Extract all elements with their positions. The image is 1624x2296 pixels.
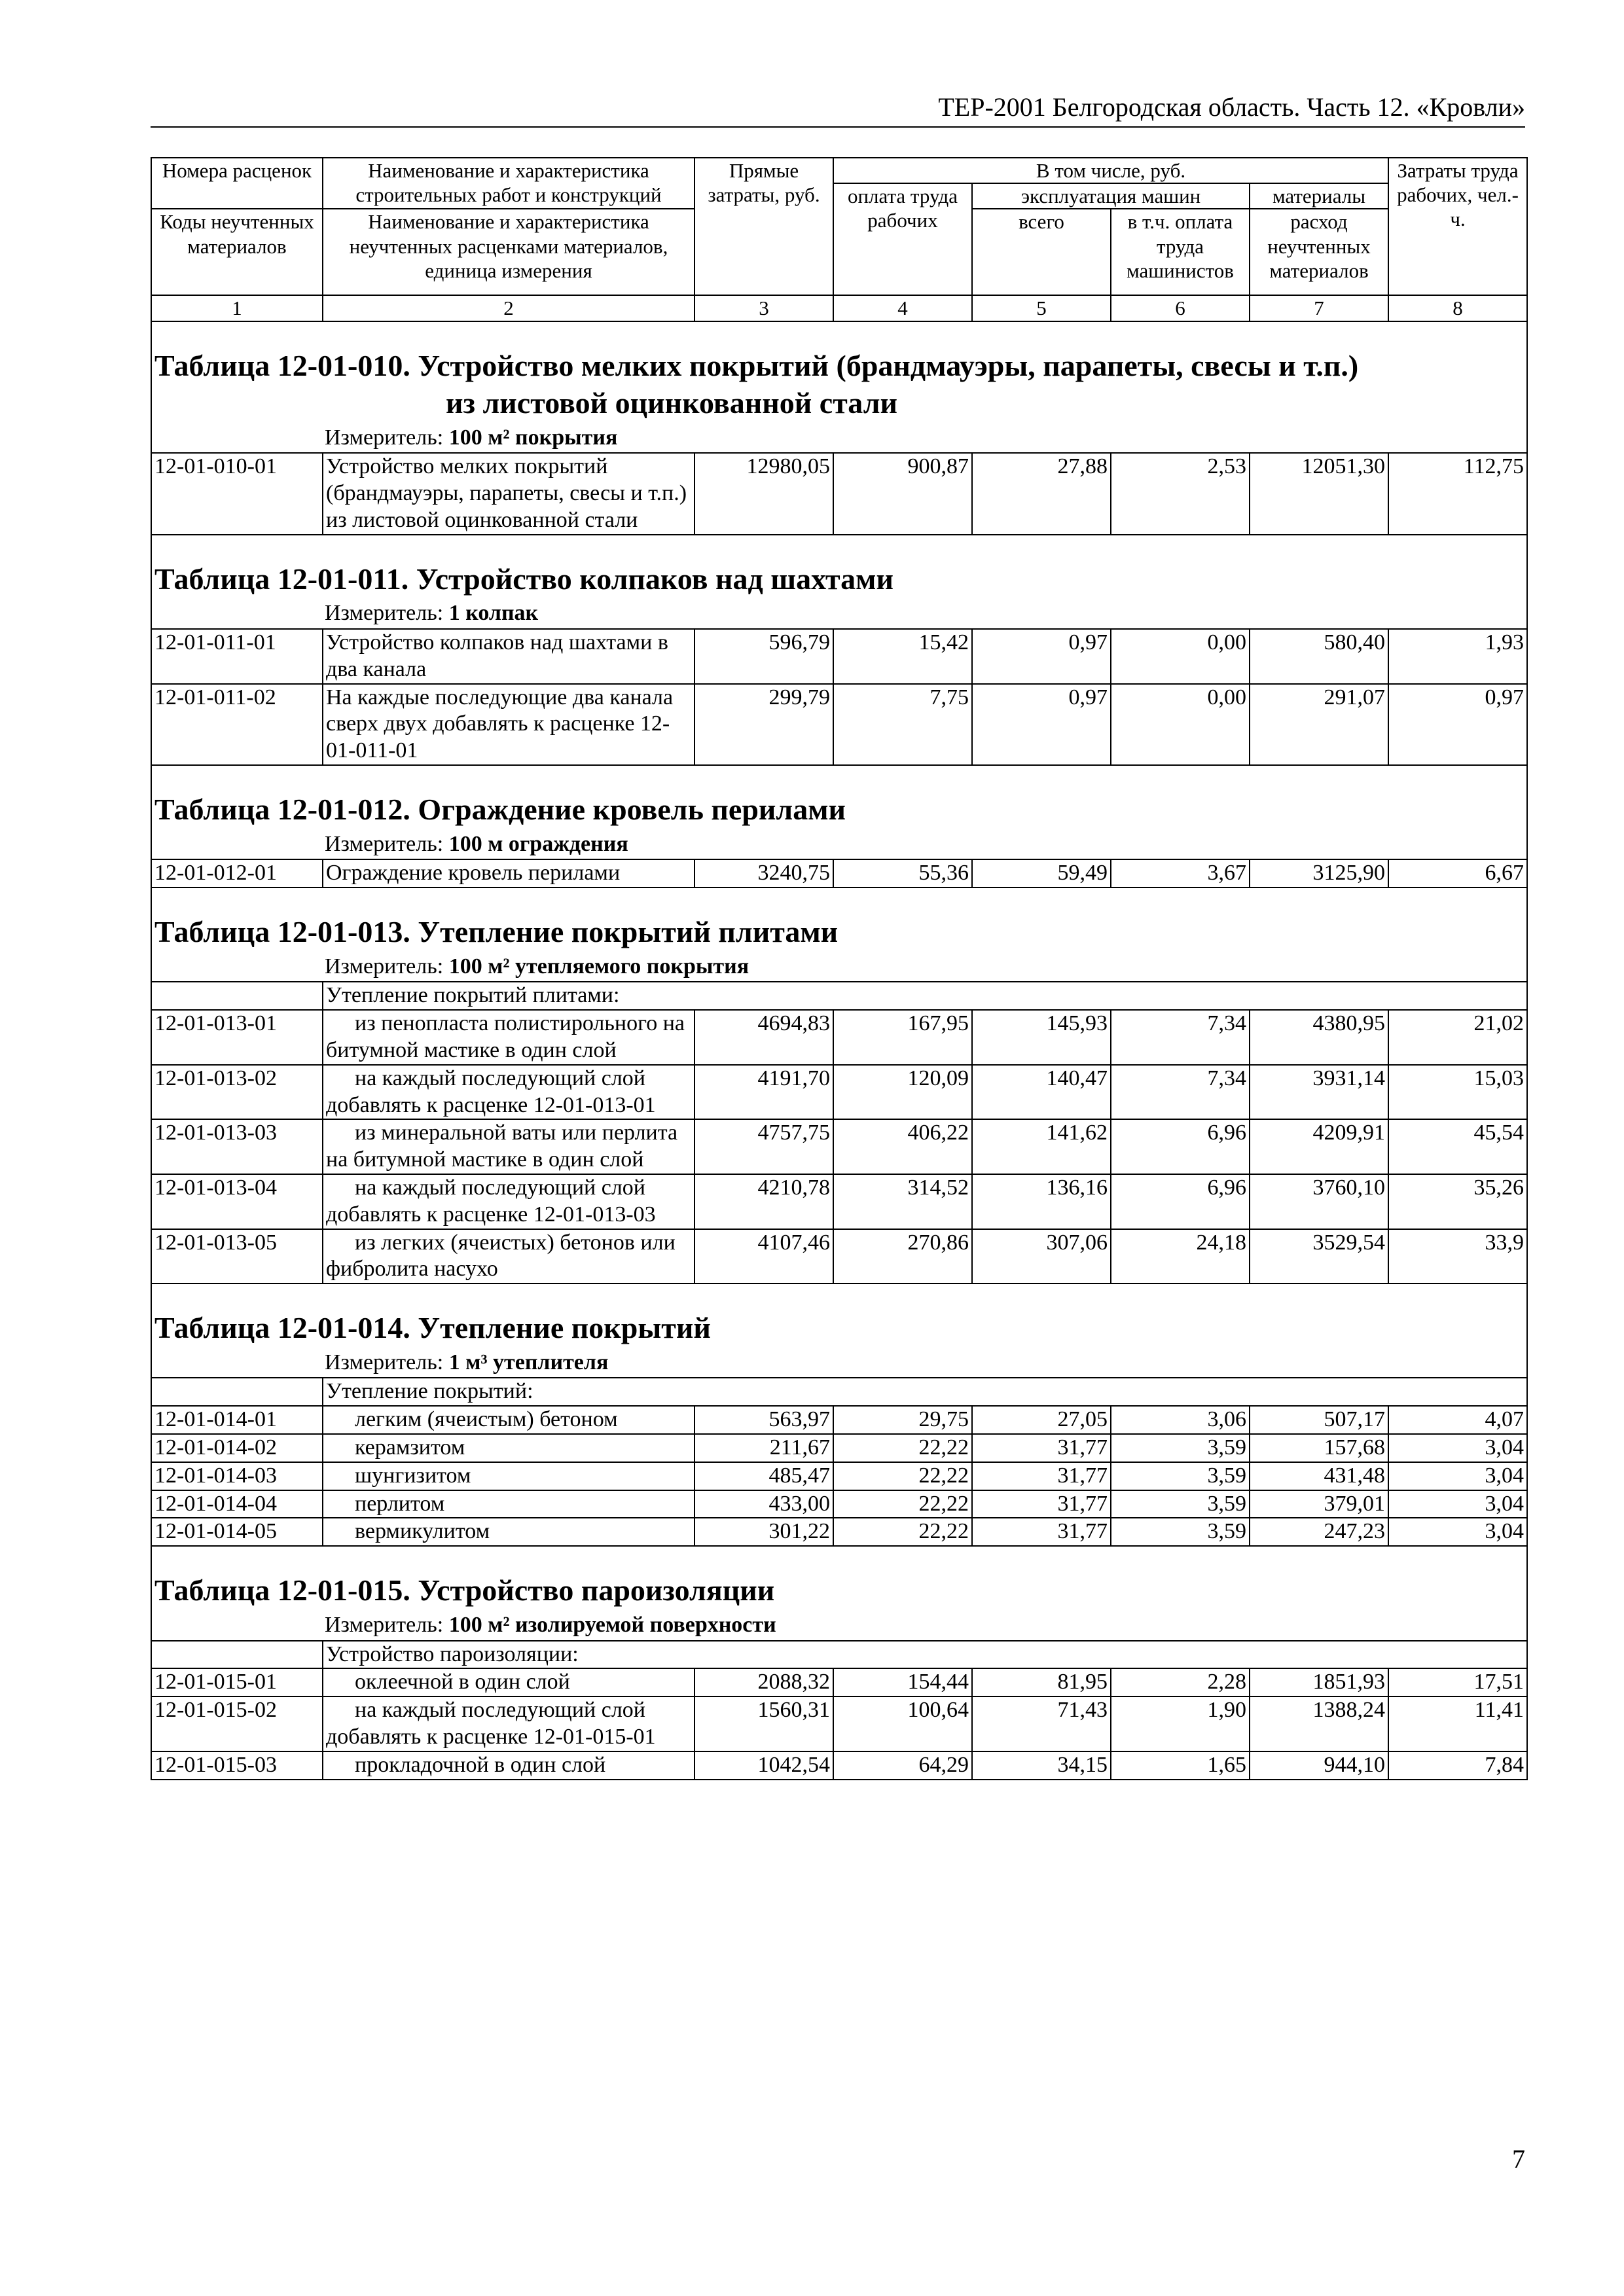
value-v5: 31,77	[972, 1518, 1111, 1546]
rate-code: 12-01-011-01	[151, 629, 323, 684]
value-v3: 1560,31	[695, 1696, 833, 1751]
section-title-line: Таблица 12-01-015. Устройство пароизоляции	[154, 1573, 775, 1607]
section-header-row	[151, 321, 1527, 454]
value-v7: 291,07	[1250, 684, 1388, 765]
value-v3: 3240,75	[695, 859, 833, 888]
value-v7: 3125,90	[1250, 859, 1388, 888]
value-v5: 27,88	[972, 453, 1111, 534]
value-v7: 1851,93	[1250, 1668, 1388, 1696]
value-v8: 3,04	[1388, 1490, 1527, 1518]
value-v5: 0,97	[972, 629, 1111, 684]
table-row	[151, 1065, 1527, 1120]
unit-label: Измеритель:	[325, 954, 444, 978]
col6-header: в т.ч. оплата труда машинистов	[1111, 209, 1250, 295]
section-header	[151, 321, 1527, 454]
col-number: 3	[695, 295, 833, 321]
rate-name	[323, 859, 695, 888]
value-v3: 563,97	[695, 1406, 833, 1434]
rate-name	[323, 1668, 695, 1696]
rate-name	[323, 1065, 695, 1120]
value-v4: 167,95	[833, 1010, 972, 1065]
value-v5: 71,43	[972, 1696, 1111, 1751]
table-row	[151, 1668, 1527, 1696]
page-number: 7	[1512, 2144, 1525, 2174]
value-v6: 3,59	[1111, 1462, 1250, 1490]
rate-code: 12-01-014-01	[151, 1406, 323, 1434]
value-v5: 31,77	[972, 1434, 1111, 1462]
unit-label: Измеритель:	[325, 601, 444, 626]
rate-code: 12-01-015-03	[151, 1751, 323, 1780]
value-v5: 140,47	[972, 1065, 1111, 1120]
value-v5: 81,95	[972, 1668, 1111, 1696]
section-unit	[325, 1612, 1524, 1640]
subhead-label: Устройство пароизоляции:	[323, 1641, 1527, 1669]
value-v7: 157,68	[1250, 1434, 1388, 1462]
rate-name-text: на каждый последующий слой добавлять к расценке 12-01-013-01	[326, 1066, 656, 1117]
value-v4: 29,75	[833, 1406, 972, 1434]
subhead-row	[151, 1641, 1527, 1669]
value-v5: 31,77	[972, 1462, 1111, 1490]
unit-label: Измеритель:	[325, 831, 444, 856]
value-v5: 145,93	[972, 1010, 1111, 1065]
section-header-row	[151, 535, 1527, 629]
rate-name	[323, 1490, 695, 1518]
rate-code: 12-01-011-02	[151, 684, 323, 765]
rate-name	[323, 1174, 695, 1229]
rate-code: 12-01-010-01	[151, 453, 323, 534]
table-row	[151, 453, 1527, 534]
value-v3: 2088,32	[695, 1668, 833, 1696]
rate-name-text: на каждый последующий слой добавлять к расценке 12-01-013-03	[326, 1175, 656, 1227]
rate-name	[323, 453, 695, 534]
value-v3: 12980,05	[695, 453, 833, 534]
value-v6: 1,90	[1111, 1696, 1250, 1751]
rates-table	[151, 157, 1528, 1780]
page-header: ТЕР-2001 Белгородская область. Часть 12. «Кровли»	[151, 92, 1525, 128]
rate-name-text: из пенопласта полистирольного на битумной мастике в один слой	[326, 1011, 685, 1063]
rate-code: 12-01-014-05	[151, 1518, 323, 1546]
value-v8: 11,41	[1388, 1696, 1527, 1751]
section-unit	[325, 954, 1524, 982]
section-title-line: Таблица 12-01-013. Утепление покрытий плитами	[154, 915, 839, 949]
section-header-row	[151, 1283, 1527, 1378]
value-v6: 24,18	[1111, 1229, 1250, 1284]
rate-name-text: Устройство мелких покрытий (брандмауэры, парапеты, свесы и т.п.) из листовой оцинкованной стали	[326, 454, 687, 532]
value-v8: 45,54	[1388, 1119, 1527, 1174]
value-v6: 0,00	[1111, 684, 1250, 765]
section-unit	[325, 425, 1524, 453]
incl-header: В том числе, руб.	[833, 158, 1388, 183]
table-row	[151, 1490, 1527, 1518]
value-v3: 4757,75	[695, 1119, 833, 1174]
value-v4: 15,42	[833, 629, 972, 684]
value-v7: 247,23	[1250, 1518, 1388, 1546]
rate-name	[323, 1010, 695, 1065]
value-v6: 2,53	[1111, 453, 1250, 534]
value-v7: 3931,14	[1250, 1065, 1388, 1120]
table-body	[151, 321, 1527, 1780]
value-v3: 596,79	[695, 629, 833, 684]
value-v8: 0,97	[1388, 684, 1527, 765]
value-v6: 7,34	[1111, 1065, 1250, 1120]
section-header	[151, 765, 1527, 859]
rate-name	[323, 684, 695, 765]
section-header	[151, 1546, 1527, 1640]
value-v8: 35,26	[1388, 1174, 1527, 1229]
rate-name	[323, 629, 695, 684]
value-v4: 55,36	[833, 859, 972, 888]
section-header	[151, 535, 1527, 629]
value-v4: 120,09	[833, 1065, 972, 1120]
rate-name	[323, 1434, 695, 1462]
rate-name-text: керамзитом	[355, 1435, 465, 1460]
value-v3: 1042,54	[695, 1751, 833, 1780]
section-title-line: Таблица 12-01-010. Устройство мелких покрытий (брандмауэры, парапеты, свесы и т.п.)	[154, 348, 1359, 382]
value-v8: 15,03	[1388, 1065, 1527, 1120]
value-v4: 22,22	[833, 1462, 972, 1490]
table-row	[151, 1406, 1527, 1434]
empty-cell	[151, 1378, 323, 1406]
section-title-line: Таблица 12-01-012. Ограждение кровель перилами	[154, 793, 846, 827]
table-row	[151, 859, 1527, 888]
section-header	[151, 1283, 1527, 1378]
table-row	[151, 1751, 1527, 1780]
table-row	[151, 629, 1527, 684]
col5-header: всего	[972, 209, 1111, 295]
value-v8: 112,75	[1388, 453, 1527, 534]
rate-name-text: из минеральной ваты или перлита на битумной мастике в один слой	[326, 1121, 678, 1172]
value-v8: 3,04	[1388, 1518, 1527, 1546]
value-v4: 154,44	[833, 1668, 972, 1696]
rate-name	[323, 1751, 695, 1780]
rate-code: 12-01-013-04	[151, 1174, 323, 1229]
col-number: 8	[1388, 295, 1527, 321]
value-v4: 270,86	[833, 1229, 972, 1284]
section-title	[154, 791, 1524, 829]
col3-header: Прямые затраты, руб.	[695, 158, 833, 295]
col-number: 1	[151, 295, 323, 321]
value-v5: 307,06	[972, 1229, 1111, 1284]
rate-name-text: шунгизитом	[355, 1463, 471, 1488]
value-v6: 2,28	[1111, 1668, 1250, 1696]
value-v4: 900,87	[833, 453, 972, 534]
rate-name	[323, 1462, 695, 1490]
value-v7: 3529,54	[1250, 1229, 1388, 1284]
value-v7: 379,01	[1250, 1490, 1388, 1518]
table-row	[151, 1518, 1527, 1546]
col7-header: расход неучтенных материалов	[1250, 209, 1388, 295]
section-title	[154, 347, 1524, 422]
value-v6: 0,00	[1111, 629, 1250, 684]
value-v5: 59,49	[972, 859, 1111, 888]
section-title	[154, 1571, 1524, 1609]
value-v5: 141,62	[972, 1119, 1111, 1174]
table-row	[151, 1174, 1527, 1229]
table-row	[151, 684, 1527, 765]
value-v8: 3,04	[1388, 1434, 1527, 1462]
section-unit	[325, 600, 1524, 628]
rate-name-text: легким (ячеистым) бетоном	[355, 1407, 618, 1432]
value-v5: 27,05	[972, 1406, 1111, 1434]
value-v3: 299,79	[695, 684, 833, 765]
section-unit	[325, 1350, 1524, 1378]
rate-code: 12-01-015-01	[151, 1668, 323, 1696]
subhead-row	[151, 1378, 1527, 1406]
col2-top-header: Наименование и характеристика строительных работ и конструкций	[323, 158, 695, 209]
value-v5: 31,77	[972, 1490, 1111, 1518]
materials-header: материалы	[1250, 183, 1388, 209]
subhead-label: Утепление покрытий плитами:	[323, 982, 1527, 1010]
rate-name	[323, 1406, 695, 1434]
rate-name-text: На каждые последующие два канала сверх двух добавлять к расценке 12-01-011-01	[326, 685, 674, 763]
rate-name-text: прокладочной в один слой	[355, 1752, 606, 1777]
empty-cell	[151, 1641, 323, 1669]
value-v6: 7,34	[1111, 1010, 1250, 1065]
subhead-row	[151, 982, 1527, 1010]
unit-value: 100 м² покрытия	[448, 425, 618, 450]
section-header	[151, 888, 1527, 982]
value-v8: 4,07	[1388, 1406, 1527, 1434]
unit-label: Измеритель:	[325, 425, 444, 450]
value-v3: 485,47	[695, 1462, 833, 1490]
value-v7: 1388,24	[1250, 1696, 1388, 1751]
section-title	[154, 1309, 1524, 1347]
col-number: 2	[323, 295, 695, 321]
col-number: 7	[1250, 295, 1388, 321]
rate-name	[323, 1229, 695, 1284]
table-row	[151, 1229, 1527, 1284]
rate-code: 12-01-014-03	[151, 1462, 323, 1490]
value-v8: 3,04	[1388, 1462, 1527, 1490]
section-header-row	[151, 1546, 1527, 1640]
unit-label: Измеритель:	[325, 1350, 444, 1374]
section-title	[154, 913, 1524, 951]
value-v7: 12051,30	[1250, 453, 1388, 534]
col2-bottom-header: Наименование и характеристика неучтенных расценками материалов, единица измерения	[323, 209, 695, 295]
col1-bottom-header: Коды неучтенных материалов	[151, 209, 323, 295]
value-v4: 22,22	[833, 1490, 972, 1518]
unit-value: 100 м² утепляемого покрытия	[448, 954, 749, 978]
unit-value: 100 м² изолируемой поверхности	[448, 1612, 776, 1637]
table-header	[151, 158, 1527, 321]
section-title-line: Таблица 12-01-011. Устройство колпаков над шахтами	[154, 562, 893, 596]
value-v3: 433,00	[695, 1490, 833, 1518]
unit-label: Измеритель:	[325, 1612, 444, 1637]
unit-value: 1 м³ утеплителя	[448, 1350, 609, 1374]
rate-code: 12-01-014-04	[151, 1490, 323, 1518]
rate-name-text: вермикулитом	[355, 1519, 490, 1544]
rate-code: 12-01-013-01	[151, 1010, 323, 1065]
col-number: 5	[972, 295, 1111, 321]
rate-code: 12-01-012-01	[151, 859, 323, 888]
col1-top-header: Номера расценок	[151, 158, 323, 209]
value-v3: 4210,78	[695, 1174, 833, 1229]
rate-code: 12-01-015-02	[151, 1696, 323, 1751]
value-v7: 944,10	[1250, 1751, 1388, 1780]
value-v7: 431,48	[1250, 1462, 1388, 1490]
value-v6: 3,59	[1111, 1434, 1250, 1462]
empty-cell	[151, 982, 323, 1010]
value-v6: 6,96	[1111, 1119, 1250, 1174]
table-row	[151, 1010, 1527, 1065]
value-v7: 4209,91	[1250, 1119, 1388, 1174]
table-row	[151, 1462, 1527, 1490]
value-v6: 3,67	[1111, 859, 1250, 888]
value-v4: 7,75	[833, 684, 972, 765]
value-v8: 17,51	[1388, 1668, 1527, 1696]
value-v7: 507,17	[1250, 1406, 1388, 1434]
section-header-row	[151, 765, 1527, 859]
value-v4: 22,22	[833, 1434, 972, 1462]
rate-name-text: Устройство колпаков над шахтами в два канала	[326, 630, 668, 681]
rate-name-text: Ограждение кровель перилами	[326, 861, 621, 886]
value-v8: 1,93	[1388, 629, 1527, 684]
section-title-line: из листовой оцинкованной стали	[446, 386, 897, 420]
rate-name-text: перлитом	[355, 1491, 445, 1516]
value-v4: 314,52	[833, 1174, 972, 1229]
value-v4: 22,22	[833, 1518, 972, 1546]
value-v5: 136,16	[972, 1174, 1111, 1229]
section-header-row	[151, 888, 1527, 982]
section-unit	[325, 831, 1524, 859]
section-title-line: Таблица 12-01-014. Утепление покрытий	[154, 1311, 711, 1345]
value-v5: 0,97	[972, 684, 1111, 765]
rate-code: 12-01-013-05	[151, 1229, 323, 1284]
value-v7: 3760,10	[1250, 1174, 1388, 1229]
value-v8: 21,02	[1388, 1010, 1527, 1065]
rate-name-text: на каждый последующий слой добавлять к расценке 12-01-015-01	[326, 1698, 656, 1749]
rate-name-text: из легких (ячеистых) бетонов или фибролита насухо	[326, 1230, 676, 1282]
value-v3: 4191,70	[695, 1065, 833, 1120]
col4-header: оплата труда рабочих	[833, 183, 972, 295]
table-row	[151, 1434, 1527, 1462]
value-v6: 6,96	[1111, 1174, 1250, 1229]
rate-name	[323, 1518, 695, 1546]
col-number: 6	[1111, 295, 1250, 321]
value-v8: 6,67	[1388, 859, 1527, 888]
value-v5: 34,15	[972, 1751, 1111, 1780]
table-row	[151, 1696, 1527, 1751]
section-title	[154, 560, 1524, 598]
value-v3: 4107,46	[695, 1229, 833, 1284]
value-v3: 4694,83	[695, 1010, 833, 1065]
value-v6: 3,06	[1111, 1406, 1250, 1434]
value-v8: 7,84	[1388, 1751, 1527, 1780]
subhead-label: Утепление покрытий:	[323, 1378, 1527, 1406]
rate-name	[323, 1696, 695, 1751]
table-row	[151, 1119, 1527, 1174]
rate-code: 12-01-013-03	[151, 1119, 323, 1174]
value-v4: 100,64	[833, 1696, 972, 1751]
value-v4: 64,29	[833, 1751, 972, 1780]
value-v3: 301,22	[695, 1518, 833, 1546]
rate-name-text: оклеечной в один слой	[355, 1670, 570, 1695]
value-v7: 4380,95	[1250, 1010, 1388, 1065]
value-v7: 580,40	[1250, 629, 1388, 684]
col8-header: Затраты труда рабочих, чел.-ч.	[1388, 158, 1527, 295]
machines-header: эксплуатация машин	[972, 183, 1250, 209]
unit-value: 1 колпак	[448, 601, 539, 626]
rate-code: 12-01-013-02	[151, 1065, 323, 1120]
rate-code: 12-01-014-02	[151, 1434, 323, 1462]
value-v3: 211,67	[695, 1434, 833, 1462]
value-v6: 3,59	[1111, 1518, 1250, 1546]
value-v8: 33,9	[1388, 1229, 1527, 1284]
col-number: 4	[833, 295, 972, 321]
value-v4: 406,22	[833, 1119, 972, 1174]
unit-value: 100 м ограждения	[448, 831, 628, 856]
rate-name	[323, 1119, 695, 1174]
value-v6: 1,65	[1111, 1751, 1250, 1780]
value-v6: 3,59	[1111, 1490, 1250, 1518]
